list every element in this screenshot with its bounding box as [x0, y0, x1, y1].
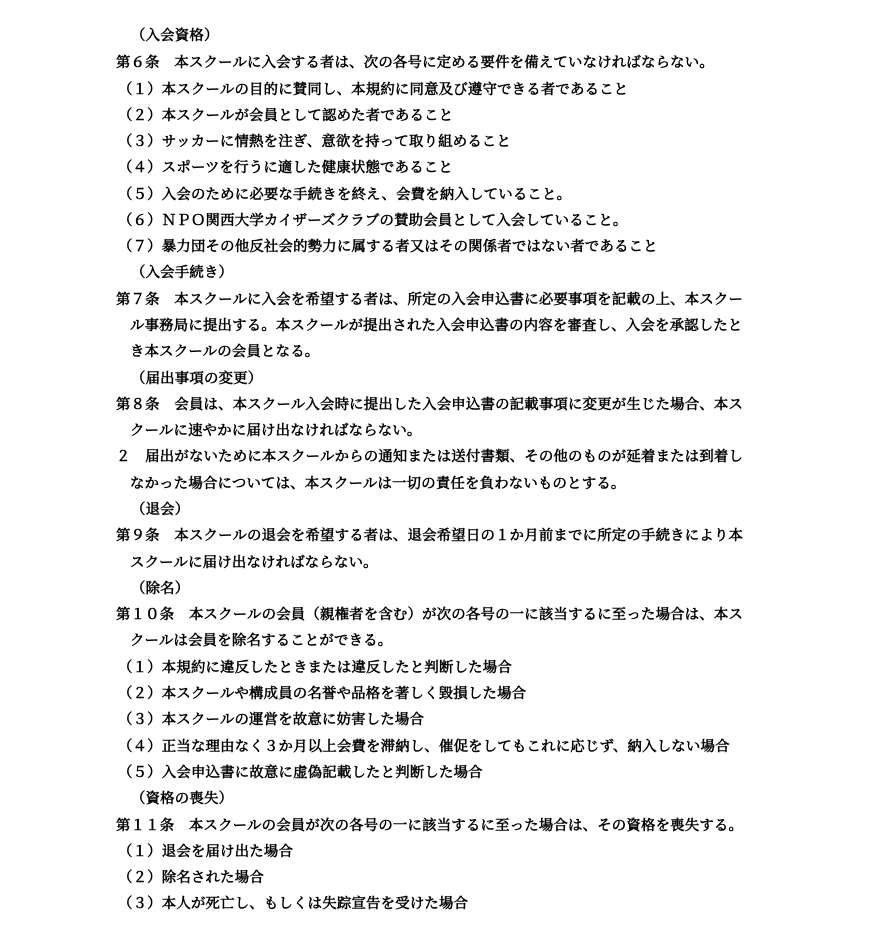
article-10-body-line: 第１０条 本スクールの会員（親権者を含む）が次の各号の一に該当するに至った場合は、本ス	[116, 607, 744, 623]
article-6-item: （５）入会のために必要な手続きを終え、会費を納入していること。	[118, 187, 572, 203]
article-8-body-line: なかった場合については、本スクールは一切の責任を負わないものとする。	[130, 476, 626, 492]
article-10-body-line: クールは会員を除名することができる。	[130, 633, 393, 649]
article-10-item: （１）本規約に違反したときまたは違反したと判断した場合	[118, 660, 512, 676]
article-11-item: （２）除名された場合	[118, 870, 264, 886]
article-8-paragraph-2: ２ 届出がないために本スクールからの通知または送付書類、その他のものが延着または到着し	[116, 449, 744, 465]
article-9-body-line: スクールに届け出なければならない。	[130, 555, 378, 571]
article-11-body-line: 第１１条 本スクールの会員が次の各号の一に該当するに至った場合は、その資格を喪失する。	[116, 818, 744, 834]
article-6-item: （３）サッカーに情熱を注ぎ、意欲を持って取り組めること	[118, 134, 512, 150]
article-7-body-line: き本スクールの会員となる。	[130, 344, 320, 360]
article-7-body-line: 第７条 本スクールに入会を希望する者は、所定の入会申込書に必要事項を記載の上、本スクー	[116, 292, 744, 308]
article-10-heading: （除名）	[131, 581, 190, 597]
article-11-heading: （資格の喪失）	[131, 791, 234, 807]
article-8-heading: （届出事項の変更）	[131, 371, 263, 387]
article-6-item: （４）スポーツを行うに適した健康状態であること	[118, 160, 454, 176]
article-7-body-line: ル事務局に提出する。本スクールが提出された入会申込書の内容を審査し、入会を承認したと	[130, 318, 743, 334]
article-6-item: （６）ＮＰＯ関西大学カイザーズクラブの賛助会員として入会していること。	[118, 213, 628, 229]
article-10-item: （２）本スクールや構成員の名誉や品格を著しく毀損した場合	[118, 686, 527, 702]
article-6-item: （１）本スクールの目的に賛同し、本規約に同意及び遵守できる者であること	[118, 82, 629, 98]
article-11-item: （１）退会を届け出た場合	[118, 844, 294, 860]
article-7-heading: （入会手続き）	[131, 265, 234, 281]
article-6-body-line: 第６条 本スクールに入会する者は、次の各号に定める要件を備えていなければならない。	[116, 55, 714, 71]
article-8-body-line: クールに速やかに届け出なければならない。	[130, 423, 422, 439]
article-8-body-line: 第８条 会員は、本スクール入会時に提出した入会申込書の記載事項に変更が生じた場合、本ス	[116, 397, 744, 413]
article-6-item: （２）本スクールが会員として認めた者であること	[118, 108, 454, 124]
article-6-item: （７）暴力団その他反社会的勢力に属する者又はその関係者ではない者であること	[118, 239, 658, 255]
article-11-item: （３）本人が死亡し、もしくは失踪宣告を受けた場合	[118, 896, 469, 912]
article-10-item: （４）正当な理由なく３か月以上会費を滞納し、催促をしてもこれに応じず、納入しない場合	[118, 739, 730, 755]
article-10-item: （３）本スクールの運営を故意に妨害した場合	[118, 712, 425, 728]
article-9-heading: （退会）	[131, 502, 190, 518]
article-6-heading: （入会資格）	[131, 28, 219, 44]
article-10-item: （５）入会申込書に故意に虚偽記載したと判断した場合	[118, 765, 483, 781]
article-9-body-line: 第９条 本スクールの退会を希望する者は、退会希望日の１か月前までに所定の手続きにより本	[116, 528, 744, 544]
